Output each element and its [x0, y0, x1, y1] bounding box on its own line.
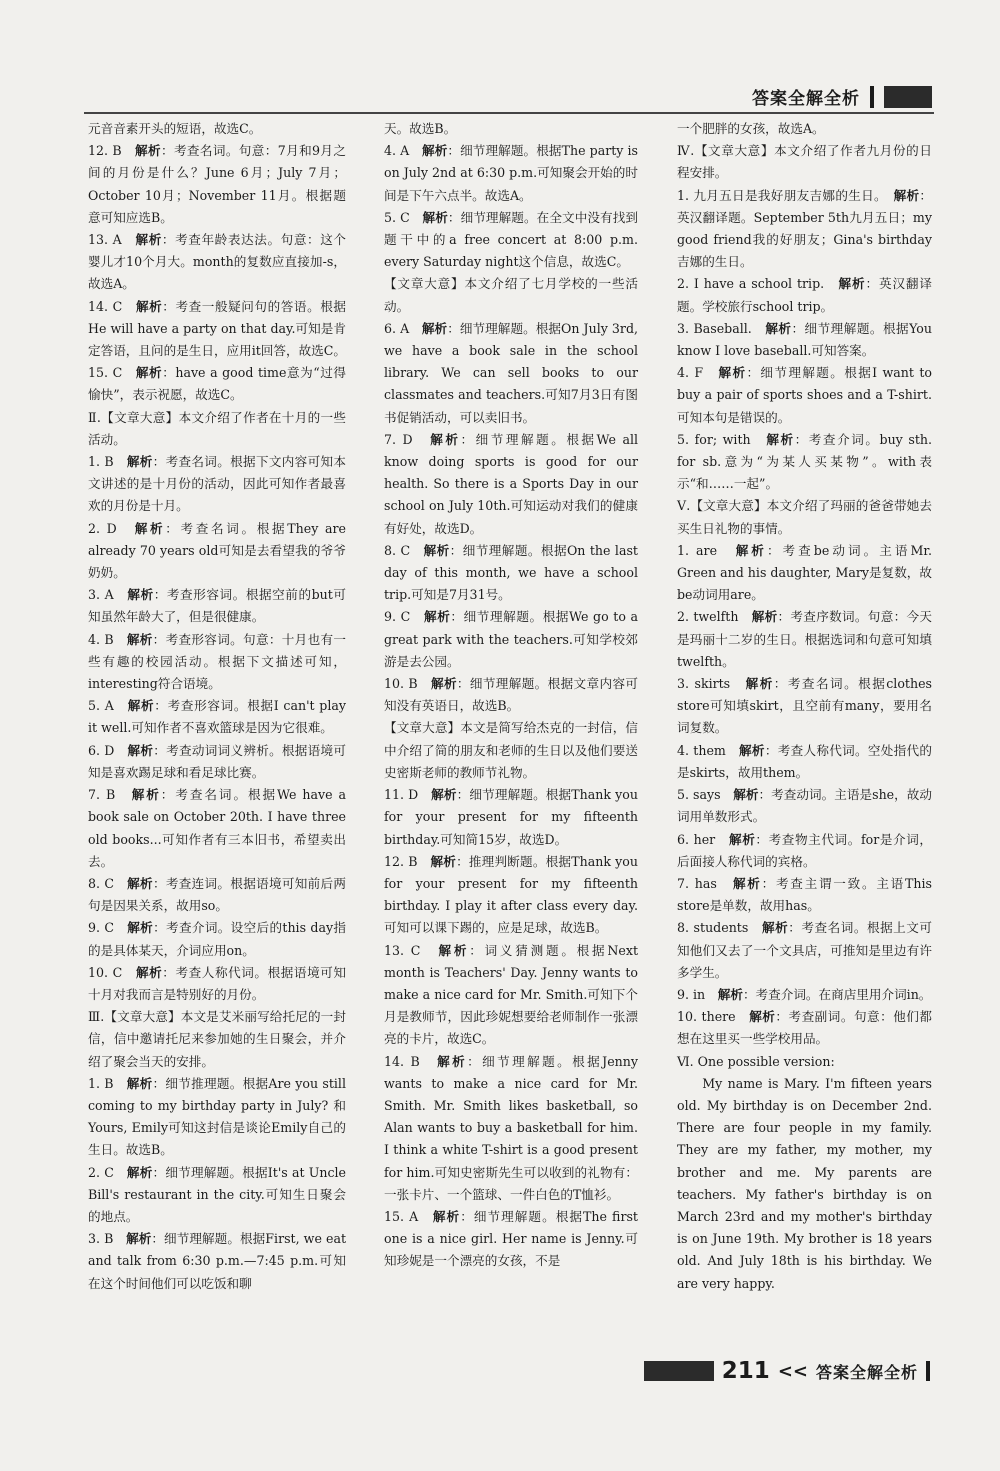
answer-line: 7. has 解析：考查主谓一致。主语This store是单数，故用has。 [677, 875, 933, 914]
footer-title: 答案全解全析 [815, 1362, 918, 1382]
chevron-icon: << [777, 1360, 808, 1382]
answer-line: 13. A 解析：考查年龄表达法。句意：这个婴儿才10个月大。month的复数应直接加-s，故选A。 [88, 232, 346, 292]
answer-line: Ⅱ.【文章大意】本文介绍了作者在十月的一些活动。 [88, 409, 346, 447]
answer-line: 8. C 解析：细节理解题。根据On the last day of this month, we have a school trip.可知是7月31号。 [384, 542, 638, 603]
footer-bar [926, 1361, 930, 1381]
answer-line: 4. B 解析：考查形容词。句意：十月也有一些有趣的校园活动。根据下文描述可知，interesting符合语境。 [88, 631, 347, 692]
column-right-items [677, 118, 932, 1073]
header-bar [870, 86, 874, 108]
answer-line: 1. 九月五日是我好朋友吉娜的生日。 解析：英汉翻译题。September 5th九月五日；my good friend我的好朋友；Gina's birthday吉娜的生日。 [677, 187, 932, 270]
answer-line: 天。故选B。 [384, 121, 457, 136]
answer-line: 1. B 解析：细节推理题。根据Are you still coming to my birthday party in July? 和Yours, Emily可知这封信是谈论Emily自己的生日。故选B。 [88, 1075, 346, 1158]
answer-line: 9. C 解析：考查介词。设空后的this day指的是具体某天，介词应用on。 [88, 920, 346, 958]
answer-line: 9. C 解析：细节理解题。根据We go to a great park with the teachers.可知学校郊游是去公园。 [384, 609, 639, 669]
answer-line: 2. I have a school trip. 解析：英汉翻译题。学校旅行school trip。 [677, 276, 933, 314]
answer-line: 【文章大意】本文是简写给杰克的一封信，信中介绍了简的朋友和老师的生日以及他们要送史密斯老师的教师节礼物。 [384, 720, 638, 780]
answer-line: 1. B 解析：考查名词。根据下文内容可知本文讲述的是十月份的活动，因此可知作者最喜欢的月份是十月。 [88, 454, 347, 514]
column-left [88, 118, 346, 1295]
answer-line: 1. are 解析：考查be动词。主语Mr. Green and his daughter, Mary是复数，故be动词用are。 [677, 542, 932, 603]
page-footer [644, 1358, 930, 1384]
page-number: 211 [721, 1358, 770, 1384]
answer-line: 8. students 解析：考查名词。根据上文可知他们又去了一个文具店，可推知是里边有许多学生。 [677, 920, 933, 980]
answer-line: 2. C 解析：细节理解题。根据It's at Uncle Bill's restaurant in the city.可知生日聚会的地点。 [88, 1164, 347, 1224]
column-right [677, 118, 932, 1295]
answer-line: 10. B 解析：细节理解题。根据文章内容可知没有英语日，故选B。 [384, 676, 638, 714]
answer-line: 5. says 解析：考查动词。主语是she，故动词用单数形式。 [677, 787, 932, 825]
answer-line: My name is Mary. I'm fifteen years old. My birthday is on December 2nd. There are four people in my family. They are my father, my mother, my brother and me. My parents are teachers. My father's birthday is on March 23rd and my mother's birthday is on June 19th. My brother is 18 years old. And July 18th is his birthday. We are very happy. [677, 1075, 932, 1291]
answer-line: 3. Baseball. 解析：细节理解题。根据You know I love baseball.可知答案。 [677, 320, 932, 359]
answer-line: 15. C 解析：have a good time意为“过得愉快”，表示祝愿，故选C。 [88, 365, 346, 403]
answer-line: 2. D 解析：考查名词。根据They are already 70 years old可知是去看望我的爷爷奶奶。 [88, 520, 346, 581]
answer-line: 12. B 解析：考查名词。句意：7月和9月之间的月份是什么？June 6月；July 7月；October 10月；November 11月。根据题意可知应选B。 [88, 143, 346, 225]
answer-line: 6. her 解析：考查物主代词。for是介词，后面接人称代词的宾格。 [677, 831, 932, 869]
answer-line: 3. B 解析：细节理解题。根据First, we eat and talk from 6:30 p.m.—7:45 p.m.可知在这个时间他们可以吃饭和聊 [88, 1231, 347, 1291]
answer-line: 【文章大意】本文介绍了七月学校的一些活动。 [384, 276, 638, 314]
answer-line: 3. skirts 解析：考查名词。根据clothes store可知填skirt，且空前有many，要用名词复数。 [677, 676, 932, 736]
answer-line: 元音音素开头的短语，故选C。 [88, 121, 262, 136]
answer-line: 4. them 解析：考查人称代词。空处指代的是skirts，故用them。 [677, 742, 932, 780]
header-divider [84, 112, 934, 114]
page-header [752, 84, 932, 109]
answer-line: Ⅵ. One possible version: [677, 1053, 835, 1069]
answer-line: 4. A 解析：细节理解题。根据The party is on July 2nd at 6:30 p.m.可知聚会开始的时间是下午六点半。故选A。 [384, 143, 639, 203]
column-middle [384, 118, 638, 1273]
answer-line: Ⅳ.【文章大意】本文介绍了作者九月份的日程安排。 [677, 143, 932, 181]
answer-line: 10. there 解析：考查副词。句意：他们都想在这里买一些学校用品。 [677, 1009, 932, 1047]
answer-line: 3. A 解析：考查形容词。根据空前的but可知虽然年龄大了，但是很健康。 [88, 587, 347, 625]
answer-line: 5. A 解析：考查形容词。根据I can't play it well.可知作者不喜欢篮球是因为它很难。 [88, 698, 346, 736]
answer-line: 14. B 解析：细节理解题。根据Jenny wants to make a nice card for Mr. Smith. Mr. Smith likes basketball, so Alan wants to buy a basketball for him. I think a white T-shirt is a good present for him.可知史密斯先生可以收到的礼物有：一张卡片、一个篮球、一件白色的T恤衫。 [384, 1053, 638, 1202]
answer-line: 14. C 解析：考查一般疑问句的答语。根据He will have a party on that day.可知是肯定答语，且问的是生日，应用it回答，故选C。 [88, 298, 347, 359]
footer-block [644, 1361, 714, 1381]
answer-line: Ⅴ.【文章大意】本文介绍了玛丽的爸爸带她去买生日礼物的事情。 [677, 498, 932, 536]
answer-line: 6. A 解析：细节理解题。根据On July 3rd, we have a book sale in the school library. We can sell books to our classmates and teachers.可知7月3日有图书促销活动，可以卖旧书。 [384, 320, 639, 425]
answer-line: 5. for; with 解析：考查介词。buy sth. for sb.意为“为某人买某物”。with表示“和……一起”。 [677, 431, 932, 492]
answer-line: 一个肥胖的女孩，故选A。 [677, 121, 825, 136]
answer-line: Ⅲ.【文章大意】本文是艾米丽写给托尼的一封信，信中邀请托尼来参加她的生日聚会，并介绍了聚会当天的安排。 [88, 1009, 346, 1069]
answer-line: 10. C 解析：考查人称代词。根据语境可知十月对我而言是特别好的月份。 [88, 964, 347, 1002]
header-block [884, 86, 932, 108]
answer-line: 9. in 解析：考查介词。在商店里用介词in。 [677, 986, 932, 1002]
answer-line: 6. D 解析：考查动词词义辨析。根据语境可知是喜欢踢足球和看足球比赛。 [88, 742, 346, 780]
answer-line: 5. C 解析：细节理解题。在全文中没有找到题干中的a free concert at 8:00 p.m. every Saturday night这个信息，故选C。 [384, 209, 639, 270]
answer-line: 2. twelfth 解析：考查序数词。句意：今天是玛丽十二岁的生日。根据选词和句意可知填twelfth。 [677, 609, 932, 669]
answer-line: 13. C 解析：词义猜测题。根据Next month is Teachers' Day. Jenny wants to make a nice card for Mr. Smith.可知下个月是教师节，因此珍妮想要给老师制作一张漂亮的卡片，故选C。 [384, 942, 639, 1047]
answer-line: 15. A 解析：细节理解题。根据The first one is a nice girl. Her name is Jenny.可知珍妮是一个漂亮的女孩，不是 [384, 1208, 638, 1269]
answer-line: 4. F 解析：细节理解题。根据I want to buy a pair of sports shoes and a T-shirt.可知本句是错误的。 [677, 365, 933, 425]
answer-line: 8. C 解析：考查连词。根据语境可知前后两句是因果关系，故用so。 [88, 875, 347, 914]
answer-line: 12. B 解析：推理判断题。根据Thank you for your present for my fifteenth birthday. I play it after class every day.可知可以课下踢的，应是足球，故选B。 [384, 853, 638, 936]
answer-line: 7. B 解析：考查名词。根据We have a book sale on October 20th. I have three old books...可知作者有三本旧书，希望卖出去。 [88, 787, 347, 869]
header-title: 答案全解全析 [752, 89, 860, 109]
sample-essay [677, 1073, 932, 1295]
answer-line: 11. D 解析：细节理解题。根据Thank you for your present for my fifteenth birthday.可知简15岁，故选D。 [384, 787, 638, 847]
answer-line: 7. D 解析：细节理解题。根据We all know doing sports is good for our health. So there is a Sports Day in our school on July 10th.可知运动对我们的健康有好处，故选D。 [384, 431, 639, 536]
